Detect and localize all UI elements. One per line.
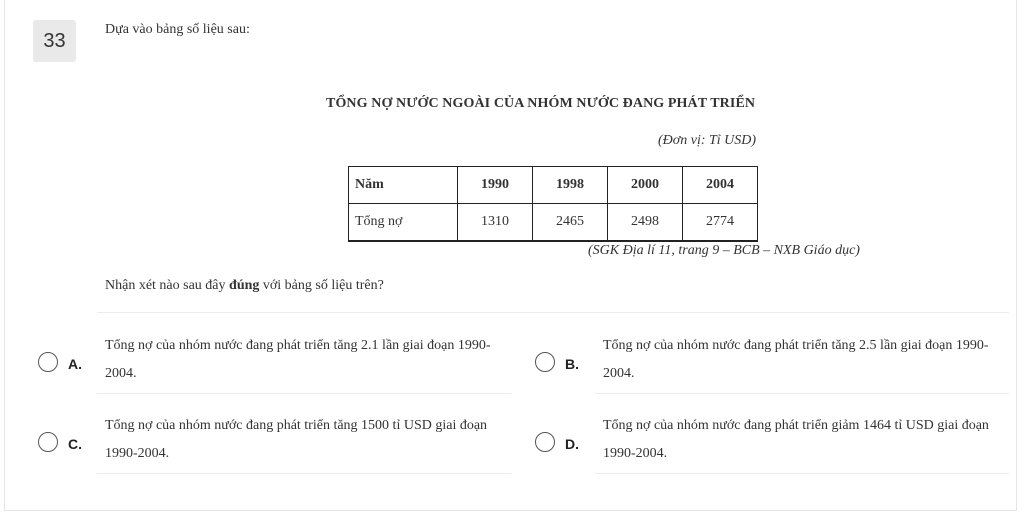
header-cell: 2000 xyxy=(608,167,683,204)
table-row xyxy=(349,204,758,241)
option-d[interactable] xyxy=(533,412,1009,468)
option-text: Tổng nợ của nhóm nước đang phát triển tăng 2.5 lần giai đoạn 1990-2004. xyxy=(603,338,989,381)
table-header-row xyxy=(349,167,758,204)
divider xyxy=(97,393,511,394)
radio-d[interactable] xyxy=(535,432,555,452)
value-cell: 2498 xyxy=(608,204,683,241)
radio-c[interactable] xyxy=(38,432,58,452)
option-c[interactable] xyxy=(36,412,511,468)
data-table xyxy=(348,166,758,242)
option-letter: D. xyxy=(565,436,579,452)
value-cell: 2465 xyxy=(533,204,608,241)
option-letter: B. xyxy=(565,356,579,372)
value-cell: 2774 xyxy=(683,204,758,241)
header-cell: 2004 xyxy=(683,167,758,204)
prompt-text: Nhận xét nào sau đây xyxy=(105,278,230,293)
option-letter: A. xyxy=(68,356,82,372)
option-text: Tổng nợ của nhóm nước đang phát triển giảm 1464 tỉ USD giai đoạn 1990-2004. xyxy=(603,418,989,461)
option-a[interactable] xyxy=(36,332,511,388)
question-number-badge: 33 xyxy=(33,20,76,62)
value-cell: 1310 xyxy=(458,204,533,241)
question-intro: Dựa vào bảng số liệu sau: xyxy=(105,22,250,37)
radio-a[interactable] xyxy=(38,352,58,372)
option-text: Tổng nợ của nhóm nước đang phát triển tăng 2.1 lần giai đoạn 1990-2004. xyxy=(105,338,491,381)
radio-b[interactable] xyxy=(535,352,555,372)
prompt-emphasis: đúng xyxy=(229,278,260,293)
divider xyxy=(595,473,1009,474)
prompt-text: với bảng số liệu trên? xyxy=(259,278,384,293)
option-letter: C. xyxy=(68,436,82,452)
option-text: Tổng nợ của nhóm nước đang phát triển tăng 1500 tỉ USD giai đoạn 1990-2004. xyxy=(105,418,488,461)
header-cell: 1998 xyxy=(533,167,608,204)
option-b[interactable] xyxy=(533,332,1009,388)
table-unit: (Đơn vị: Tỉ USD) xyxy=(658,133,757,148)
row-label-cell: Tổng nợ xyxy=(349,204,458,241)
header-cell: 1990 xyxy=(458,167,533,204)
divider xyxy=(97,312,1009,313)
divider xyxy=(595,393,1009,394)
header-cell-year: Năm xyxy=(349,167,458,204)
divider xyxy=(97,473,511,474)
table-source: (SGK Địa lí 11, trang 9 – BCB – NXB Giáo dục) xyxy=(588,243,860,258)
table-title: TỔNG NỢ NƯỚC NGOÀI CỦA NHÓM NƯỚC ĐANG PHÁT TRIỂN xyxy=(326,96,756,111)
question-prompt xyxy=(105,278,384,294)
